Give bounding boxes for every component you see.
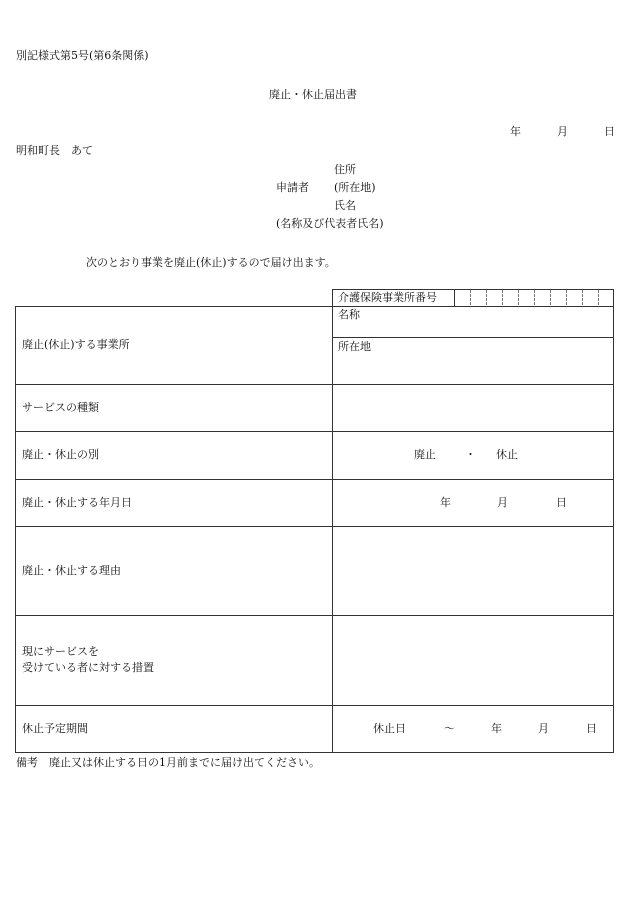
office-address-label: 所在地	[338, 340, 371, 353]
service-type-field[interactable]	[333, 385, 613, 431]
measures-label-line1: 現にサービスを	[22, 645, 99, 658]
date-day: 日	[604, 125, 615, 138]
intro-text: 次のとおり事業を廃止(休止)するので届け出ます。	[86, 256, 336, 269]
measures-field[interactable]	[333, 616, 613, 705]
form-code: 別記様式第5号(第6条関係)	[16, 49, 149, 62]
date-label: 廃止・休止する年月日	[22, 496, 132, 509]
date-day-unit: 日	[556, 496, 567, 509]
type-option-suspend[interactable]: 休止	[496, 448, 518, 461]
applicant-location-label: (所在地)	[334, 181, 376, 194]
period-year-unit: 年	[491, 722, 502, 735]
type-label: 廃止・休止の別	[22, 448, 99, 461]
period-month-unit: 月	[538, 722, 549, 735]
applicant-name-label: 氏名	[334, 199, 356, 212]
type-option-abolish[interactable]: 廃止	[414, 448, 436, 461]
date-month: 月	[557, 125, 568, 138]
date-year: 年	[510, 125, 521, 138]
date-month-unit: 月	[497, 496, 508, 509]
service-type-label: サービスの種類	[22, 401, 99, 414]
date-year-unit: 年	[440, 496, 451, 509]
period-tilde: ～	[444, 722, 455, 735]
type-separator: ・	[465, 448, 476, 461]
applicant-address-label: 住所	[334, 163, 356, 176]
office-name-field[interactable]	[333, 322, 613, 336]
period-label: 休止予定期間	[22, 722, 88, 735]
office-name-label: 名称	[338, 308, 360, 321]
office-address-field[interactable]	[333, 355, 613, 383]
measures-label-line2: 受けている者に対する措置	[22, 661, 154, 674]
applicant-name-note: (名称及び代表者氏名)	[276, 217, 384, 230]
period-day-unit: 日	[586, 722, 597, 735]
period-start-label: 休止日	[373, 722, 406, 735]
reason-label: 廃止・休止する理由	[22, 564, 121, 577]
form-title: 廃止・休止届出書	[269, 88, 357, 101]
addressee: 明和町長 あて	[16, 144, 93, 157]
applicant-label: 申請者	[276, 181, 309, 194]
reason-field[interactable]	[333, 527, 613, 615]
remarks-note: 備考 廃止又は休止する日の1月前までに届け出てください。	[16, 756, 320, 769]
provider-number-label: 介護保険事業所番号	[338, 291, 437, 304]
office-label: 廃止(休止)する事業所	[22, 338, 130, 351]
